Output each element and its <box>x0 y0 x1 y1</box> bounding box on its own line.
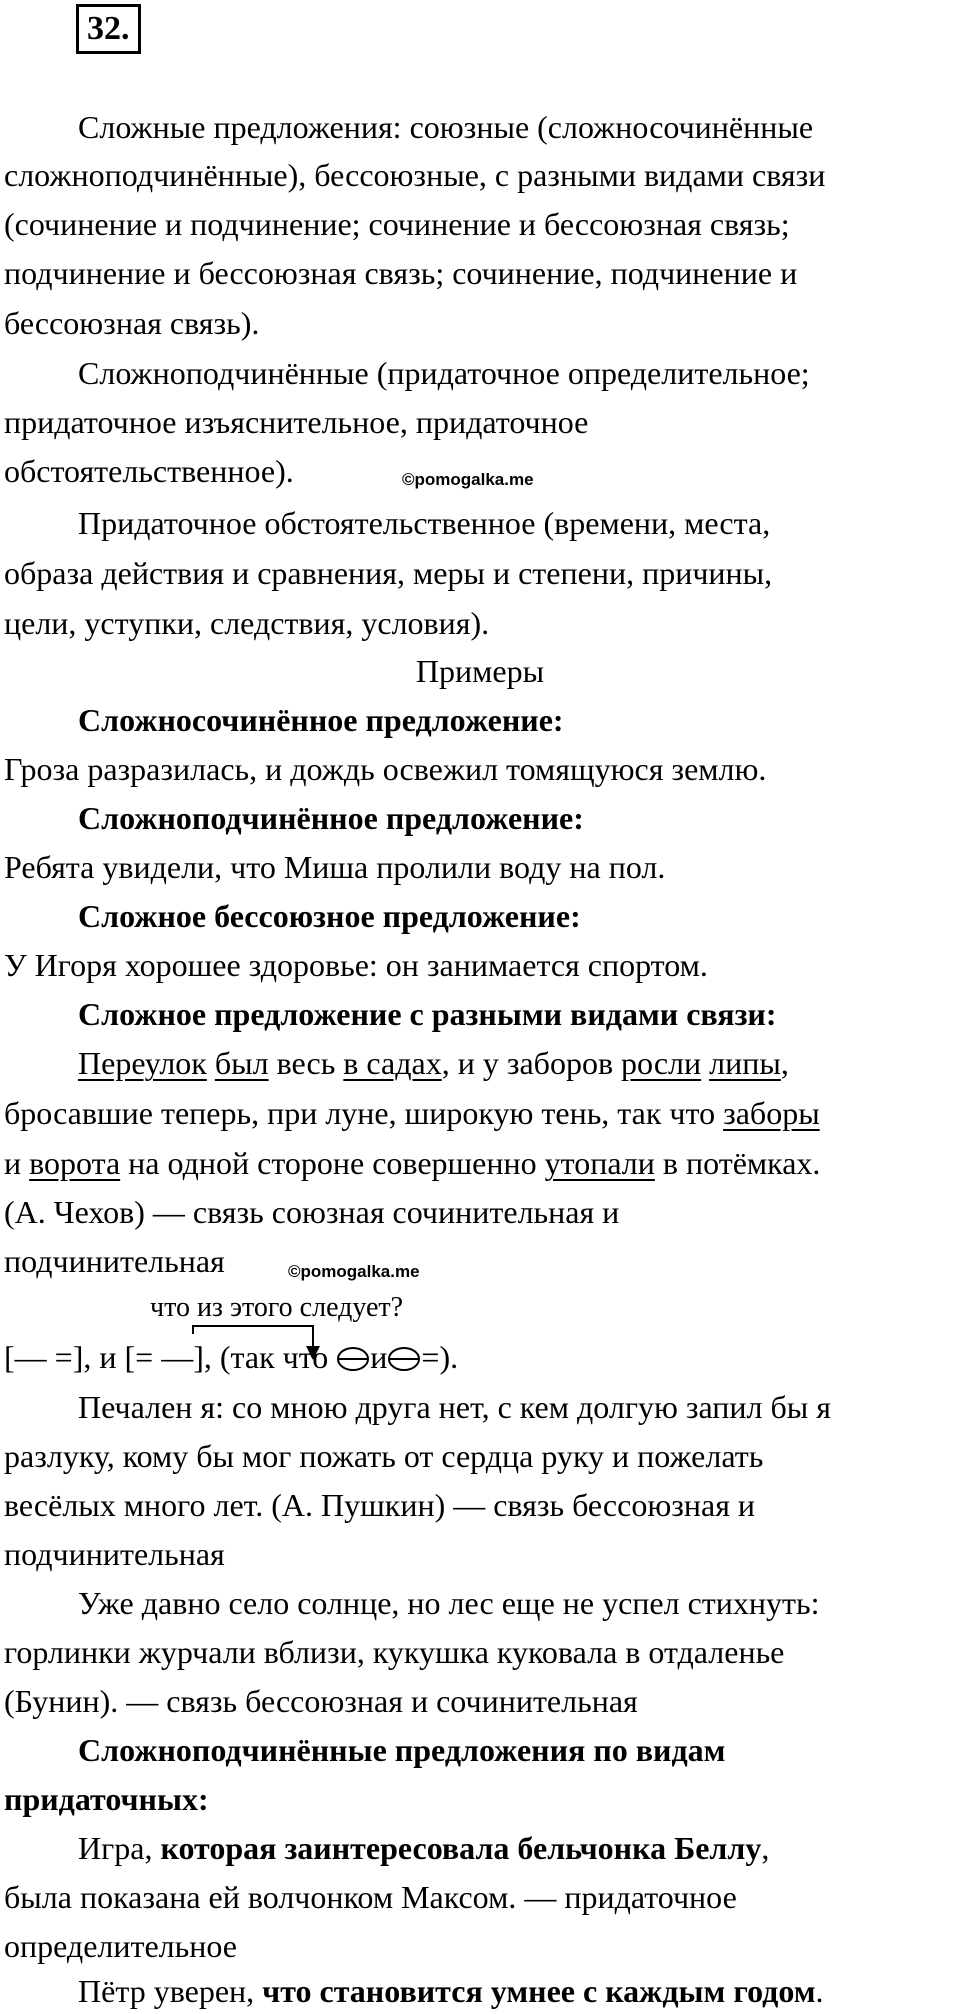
subject-word: Переулок <box>78 1045 207 1081</box>
chekhov-line-2 <box>4 1090 820 1136</box>
subject-word: ворота <box>29 1145 121 1181</box>
pushkin-line-1: Печален я: со мною друга нет, с кем долгую запил бы я <box>78 1389 831 1425</box>
chekhov-line-1 <box>78 1040 789 1086</box>
text-span: , <box>761 1830 770 1866</box>
scheme-text: [— =], и [= —], (так что <box>4 1339 329 1375</box>
example-1-line-1 <box>78 1825 769 1871</box>
subordinate-heading-2: придаточных: <box>4 1781 209 1817</box>
watermark-2: ©pomogalka.me <box>288 1262 420 1281</box>
text-span: Пётр уверен, <box>78 1973 263 2009</box>
text-span: на одной стороне совершенно <box>120 1145 545 1181</box>
predicate-word: в садах <box>343 1045 442 1081</box>
text-span: в потёмках. <box>654 1145 821 1181</box>
example-2-line-1 <box>78 1968 824 2014</box>
subordinate-heading-1: Сложноподчинённые предложения по видам <box>78 1732 726 1768</box>
subject-word: заборы <box>723 1095 820 1131</box>
p1-line-3: (сочинение и подчинение; сочинение и бессоюзная связь; <box>4 206 790 242</box>
p2-line-2: придаточное изъяснительное, придаточное <box>4 404 589 440</box>
predicate-word: утопали <box>544 1145 655 1181</box>
p2-line-3: обстоятельственное). <box>4 453 294 489</box>
p1-line-5: бессоюзная связь). <box>4 305 260 341</box>
relative-clause: которая заинтересовала бельчонка Беллу <box>160 1830 762 1866</box>
chekhov-line-4: (А. Чехов) — связь союзная сочинительная и <box>4 1194 620 1230</box>
p3-line-2: образа действия и сравнения, меры и степени, причины, <box>4 555 773 591</box>
scheme-question: что из этого следует? <box>150 1292 404 1323</box>
example-1-line-3: определительное <box>4 1928 237 1964</box>
mixed-heading: Сложное предложение с разными видами связи: <box>78 996 777 1032</box>
subordinate-clause-icon <box>336 1346 370 1372</box>
p1-line-1: Сложные предложения: союзные (сложносочинённые <box>78 109 814 145</box>
text-span: Игра, <box>78 1830 161 1866</box>
text-span: весь <box>268 1045 344 1081</box>
p1-line-2: сложноподчинённые), бессоюзные, с разными видами связи <box>4 157 826 193</box>
scheme-line <box>4 1334 458 1380</box>
text-span: , и у заборов <box>441 1045 622 1081</box>
scheme-text: =). <box>421 1339 459 1375</box>
text-span <box>207 1045 215 1081</box>
bsp-example: У Игоря хорошее здоровье: он занимается спортом. <box>4 947 708 983</box>
subordinate-clause-icon <box>387 1346 421 1372</box>
text-span: , <box>780 1045 789 1081</box>
text-span <box>701 1045 709 1081</box>
p3-line-1: Придаточное обстоятельственное (времени, места, <box>78 505 771 541</box>
bsp-heading: Сложное бессоюзное предложение: <box>78 898 581 934</box>
ssp-example: Гроза разразилась, и дождь освежил томящуюся землю. <box>4 751 767 787</box>
pushkin-line-4: подчинительная <box>4 1536 225 1572</box>
spp-example: Ребята увидели, что Миша пролили воду на пол. <box>4 849 666 885</box>
chekhov-line-3 <box>4 1140 820 1186</box>
text-span: бросавшие теперь, при луне, широкую тень, так что <box>4 1095 724 1131</box>
predicate-word: росли <box>621 1045 702 1081</box>
subject-word: липы <box>709 1045 781 1081</box>
watermark-1: ©pomogalka.me <box>402 470 534 489</box>
p1-line-4: подчинение и бессоюзная связь; сочинение, подчинение и <box>4 255 798 291</box>
p2-line-1: Сложноподчинённые (придаточное определительное; <box>78 355 810 391</box>
text-span: . <box>815 1973 824 2009</box>
text-span: и <box>4 1145 30 1181</box>
bunin-line-1: Уже давно село солнце, но лес еще не успел стихнуть: <box>78 1585 820 1621</box>
chekhov-line-5: подчинительная <box>4 1243 225 1279</box>
spp-heading: Сложноподчинённое предложение: <box>78 800 584 836</box>
examples-title: Примеры <box>415 653 545 689</box>
object-clause: что становится умнее с каждым годом <box>262 1973 816 2009</box>
predicate-word: был <box>214 1045 269 1081</box>
pushkin-line-3: весёлых много лет. (А. Пушкин) — связь бессоюзная и <box>4 1487 756 1523</box>
p3-line-3: цели, уступки, следствия, условия). <box>4 605 490 641</box>
bunin-line-3: (Бунин). — связь бессоюзная и сочинительная <box>4 1683 638 1719</box>
ssp-heading: Сложносочинённое предложение: <box>78 702 564 738</box>
pushkin-line-2: разлуку, кому бы мог пожать от сердца руку и пожелать <box>4 1438 764 1474</box>
bunin-line-2: горлинки журчали вблизи, кукушка куковала в отдаленье <box>4 1634 785 1670</box>
task-number: 32. <box>76 4 141 54</box>
scheme-text: и <box>370 1339 388 1375</box>
example-1-line-2: была показана ей волчонком Максом. — придаточное <box>4 1879 737 1915</box>
